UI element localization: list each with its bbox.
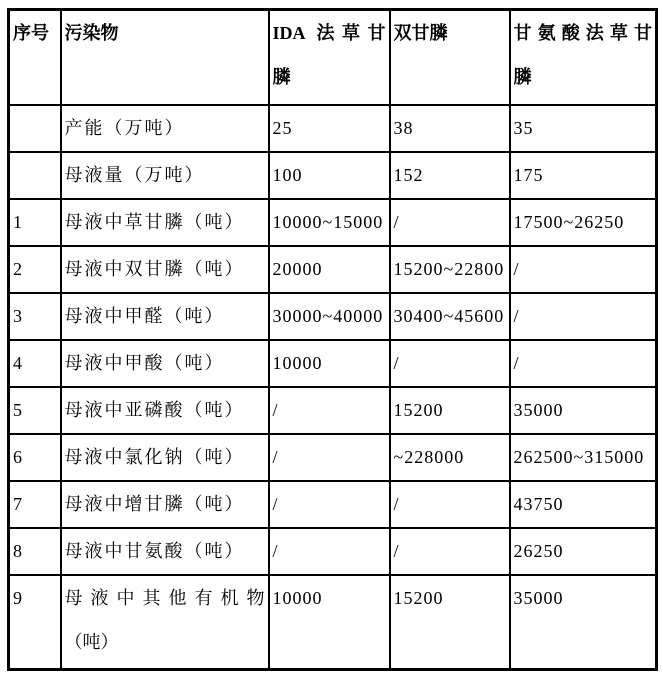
header-cell-pollutant: 污染物 xyxy=(61,10,269,105)
table-row-6 xyxy=(9,434,657,481)
cell-pollutant: 母液中甲醛（吨） xyxy=(61,293,269,340)
cell-ida: 10000 xyxy=(269,575,390,670)
cell-glycine: 262500~315000 xyxy=(510,434,657,481)
pollutant-source-table xyxy=(7,8,658,671)
cell-index: 1 xyxy=(9,199,61,246)
cell-index: 6 xyxy=(9,434,61,481)
cell-ida: / xyxy=(269,387,390,434)
cell-glycine: 175 xyxy=(510,152,657,199)
cell-pollutant: 产能（万吨） xyxy=(61,105,269,152)
cell-pmida: / xyxy=(390,199,510,246)
cell-glycine: / xyxy=(510,246,657,293)
cell-glycine: 35000 xyxy=(510,575,657,670)
cell-pollutant-line2: （吨） xyxy=(64,631,119,652)
cell-pmida: 15200 xyxy=(390,387,510,434)
cell-index: 5 xyxy=(9,387,61,434)
cell-ida: / xyxy=(269,434,390,481)
cell-pollutant-line1: 母液中其他有机物 xyxy=(64,587,265,608)
cell-pmida: / xyxy=(390,481,510,528)
header-cell-index: 序号 xyxy=(9,10,61,105)
cell-index: 4 xyxy=(9,340,61,387)
table-row-4 xyxy=(9,340,657,387)
cell-ida: 100 xyxy=(269,152,390,199)
cell-glycine: / xyxy=(510,340,657,387)
cell-glycine: / xyxy=(510,293,657,340)
cell-ida: 20000 xyxy=(269,246,390,293)
cell-pmida: 38 xyxy=(390,105,510,152)
cell-ida: 30000~40000 xyxy=(269,293,390,340)
cell-index: 8 xyxy=(9,528,61,575)
cell-pollutant: 母液量（万吨） xyxy=(61,152,269,199)
table-row-5 xyxy=(9,387,657,434)
cell-pollutant: 母液中草甘膦（吨） xyxy=(61,199,269,246)
header-glycine-line2: 膦 xyxy=(513,67,532,87)
cell-ida: / xyxy=(269,481,390,528)
table-row-7 xyxy=(9,481,657,528)
cell-pmida: 152 xyxy=(390,152,510,199)
header-ida-line2: 膦 xyxy=(272,67,291,87)
cell-pollutant: 母液中氯化钠（吨） xyxy=(61,434,269,481)
cell-pmida: / xyxy=(390,340,510,387)
cell-ida: 25 xyxy=(269,105,390,152)
cell-pmida: 15200 xyxy=(390,575,510,670)
table-row-mother-liquor xyxy=(9,152,657,199)
table-row-8 xyxy=(9,528,657,575)
cell-pmida: / xyxy=(390,528,510,575)
cell-pollutant: 母液中甘氨酸（吨） xyxy=(61,528,269,575)
cell-pmida: 30400~45600 xyxy=(390,293,510,340)
table-row-3 xyxy=(9,293,657,340)
header-ida-line1: IDA 法草甘 xyxy=(272,23,386,43)
table-row-capacity xyxy=(9,105,657,152)
header-cell-ida xyxy=(269,10,390,105)
cell-ida: 10000~15000 xyxy=(269,199,390,246)
cell-index: 3 xyxy=(9,293,61,340)
cell-glycine: 17500~26250 xyxy=(510,199,657,246)
table-row-2 xyxy=(9,246,657,293)
cell-pmida: 15200~22800 xyxy=(390,246,510,293)
cell-ida: / xyxy=(269,528,390,575)
cell-index: 2 xyxy=(9,246,61,293)
cell-index xyxy=(9,105,61,152)
cell-pollutant xyxy=(61,575,269,670)
cell-ida: 10000 xyxy=(269,340,390,387)
cell-glycine: 35 xyxy=(510,105,657,152)
table-row-9 xyxy=(9,575,657,670)
cell-index xyxy=(9,152,61,199)
header-glycine-line1: 甘氨酸法草甘 xyxy=(513,23,652,43)
cell-pmida: ~228000 xyxy=(390,434,510,481)
cell-pollutant: 母液中双甘膦（吨） xyxy=(61,246,269,293)
cell-index: 9 xyxy=(9,575,61,670)
header-cell-glycine xyxy=(510,10,657,105)
cell-pollutant: 母液中甲酸（吨） xyxy=(61,340,269,387)
cell-glycine: 43750 xyxy=(510,481,657,528)
cell-pollutant: 母液中增甘膦（吨） xyxy=(61,481,269,528)
header-cell-pmida: 双甘膦 xyxy=(390,10,510,105)
header-row xyxy=(9,10,657,105)
cell-glycine: 35000 xyxy=(510,387,657,434)
cell-pollutant: 母液中亚磷酸（吨） xyxy=(61,387,269,434)
table-row-1 xyxy=(9,199,657,246)
cell-index: 7 xyxy=(9,481,61,528)
cell-glycine: 26250 xyxy=(510,528,657,575)
